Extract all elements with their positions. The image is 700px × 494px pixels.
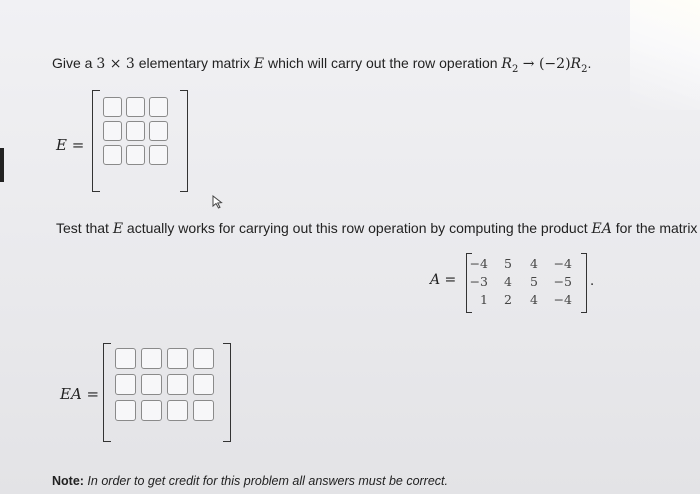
ea-input-r2c1[interactable] — [115, 374, 136, 395]
ea-input-r1c3[interactable] — [167, 348, 188, 369]
e-input-r3c3[interactable] — [149, 145, 168, 165]
ea-input-r2c3[interactable] — [167, 374, 188, 395]
a-right-bracket — [581, 253, 587, 313]
ea-input-r1c4[interactable] — [193, 348, 214, 369]
e-left-bracket — [92, 90, 100, 192]
e-input-r2c2[interactable] — [126, 121, 145, 141]
a-entry: 4 — [530, 256, 538, 271]
ea-input-r3c3[interactable] — [167, 400, 188, 421]
a-entry: 5 — [504, 256, 512, 271]
ea-input-r3c2[interactable] — [141, 400, 162, 421]
ea-matrix-inputs — [115, 348, 214, 421]
test-instruction-text: Test that E actually works for carrying out this row operation by computing the product EA for the matrix — [56, 220, 698, 237]
ea-input-r1c2[interactable] — [141, 348, 162, 369]
screen-glare — [630, 0, 700, 110]
ea-matrix-label: EA = — [60, 385, 100, 403]
a-entry: −5 — [553, 274, 572, 289]
a-entry: 5 — [530, 274, 538, 289]
a-entry: 4 — [530, 292, 538, 307]
ea-input-r3c4[interactable] — [193, 400, 214, 421]
credit-note: Note: In order to get credit for this problem all answers must be correct. — [52, 474, 448, 488]
e-input-r3c1[interactable] — [103, 145, 122, 165]
a-entry: 2 — [504, 292, 512, 307]
ea-input-r2c4[interactable] — [193, 374, 214, 395]
mouse-pointer-icon — [211, 195, 225, 209]
ea-input-r3c1[interactable] — [115, 400, 136, 421]
e-input-r1c2[interactable] — [126, 97, 145, 117]
question-text: Give a 3 × 3 elementary matrix E which will carry out the row operation $R_2 \to (-2)R_2$. — [52, 55, 592, 75]
ea-input-r2c2[interactable] — [141, 374, 162, 395]
e-input-r1c1[interactable] — [103, 97, 122, 117]
a-entry: 1 — [480, 292, 488, 307]
e-input-r2c1[interactable] — [103, 121, 122, 141]
e-input-r2c3[interactable] — [149, 121, 168, 141]
a-matrix-label: A = — [430, 272, 457, 288]
a-entry: −3 — [469, 274, 488, 289]
a-matrix-entries — [464, 255, 572, 308]
left-edge-bar — [0, 148, 4, 182]
e-right-bracket — [180, 90, 188, 192]
a-matrix-period: . — [590, 274, 595, 289]
ea-right-bracket — [223, 343, 231, 442]
a-entry: −4 — [469, 256, 488, 271]
a-entry: −4 — [553, 292, 572, 307]
a-entry: −4 — [553, 256, 572, 271]
ea-left-bracket — [103, 343, 111, 442]
ea-input-r1c1[interactable] — [115, 348, 136, 369]
e-input-r1c3[interactable] — [149, 97, 168, 117]
e-input-r3c2[interactable] — [126, 145, 145, 165]
e-matrix-inputs — [103, 97, 168, 165]
a-entry: 4 — [504, 274, 512, 289]
e-matrix-label: E = — [56, 136, 85, 154]
